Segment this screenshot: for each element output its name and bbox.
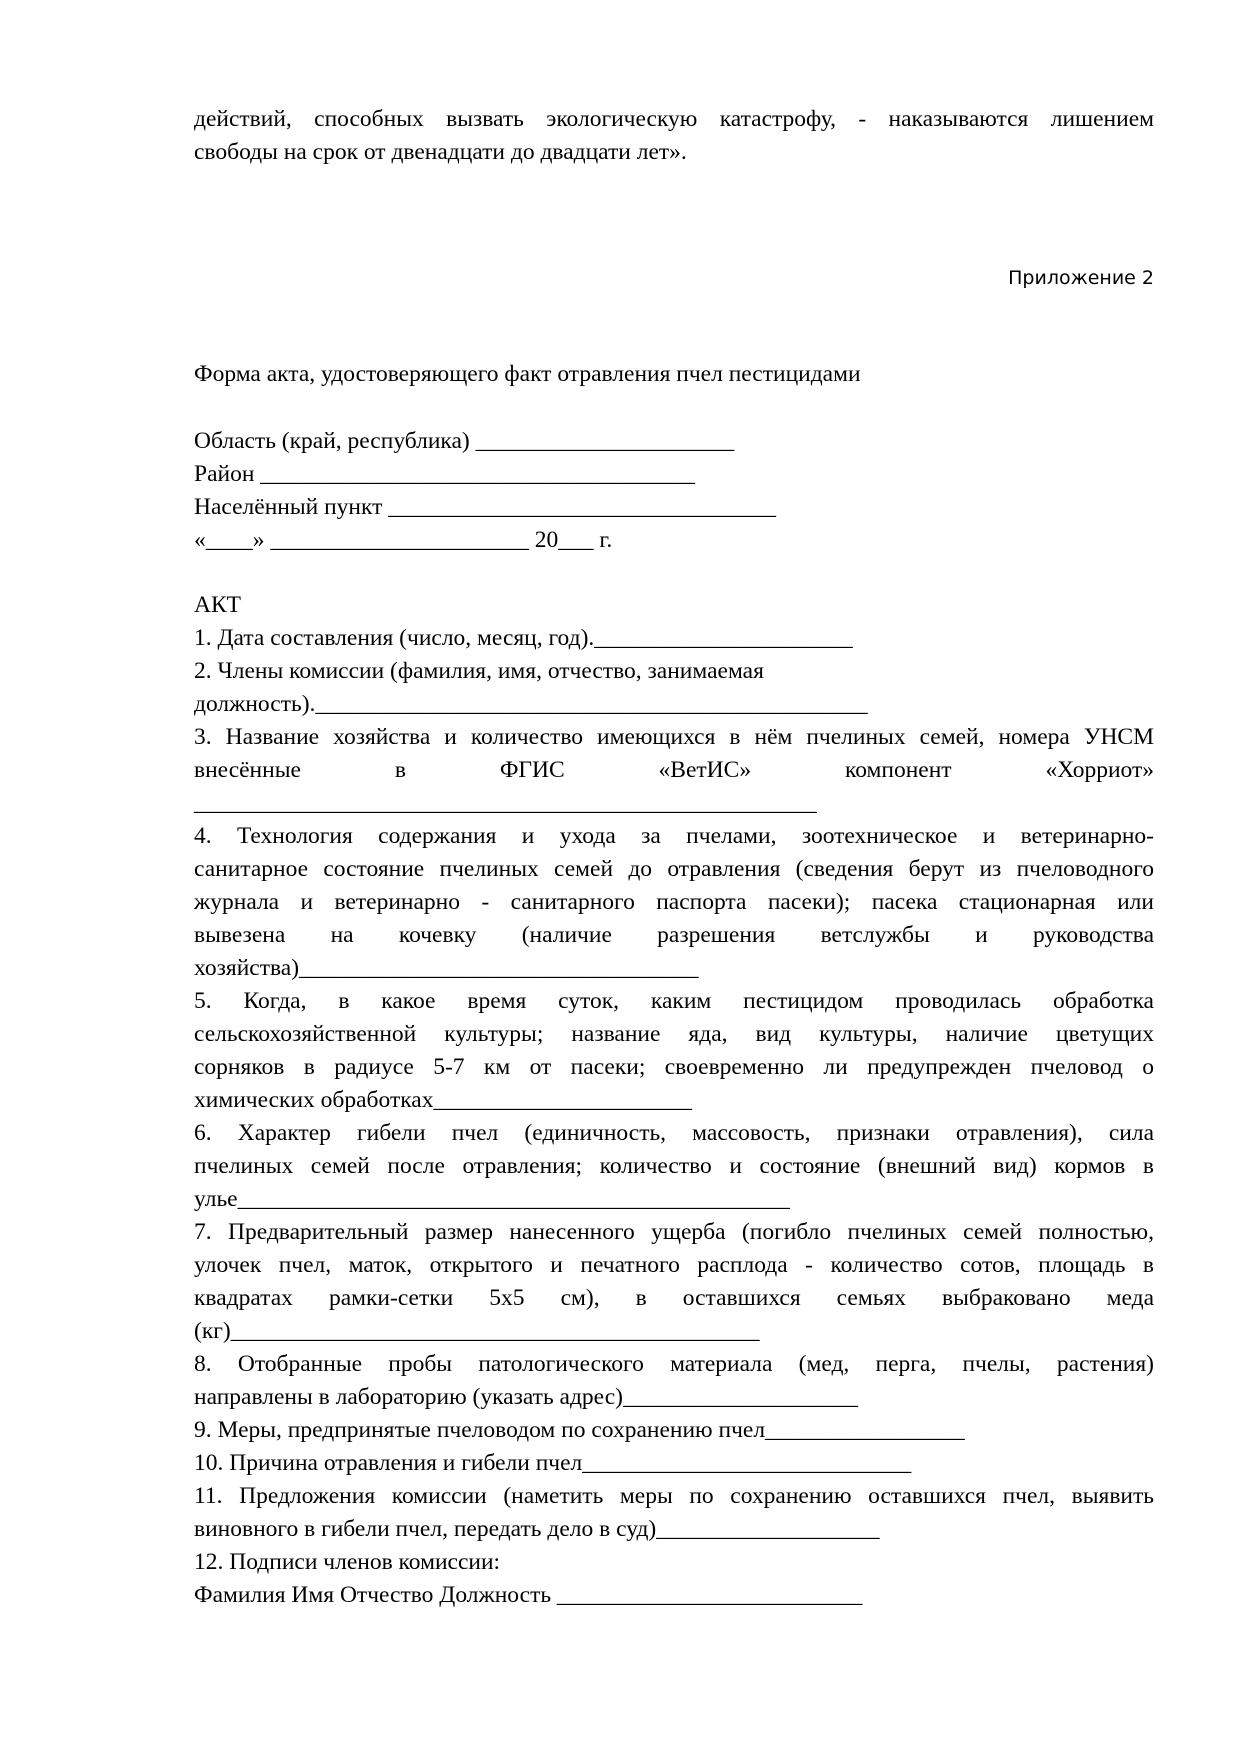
region-field: Область (край, республика) ______________________ [194, 428, 735, 454]
intro-paragraph [194, 103, 1154, 169]
act-item-2-line: должность)._______________________________________________ [194, 691, 868, 717]
appendix-label: Приложение 2 [1008, 267, 1154, 289]
intro-line: свободы на срок от двенадцати до двадцати лет». [194, 139, 687, 165]
act-heading: АКТ [194, 592, 241, 618]
act-item-6-line: улье_______________________________________________ [194, 1186, 790, 1212]
form-title: Форма акта, удостоверяющего факт отравления пчел пестицидами [194, 361, 861, 387]
act-item-7-line: улочек пчел, маток, открытого и печатного расплода - количество сотов, площадь в [194, 1252, 1154, 1278]
act-item-4-line: 4. Технология содержания и ухода за пчелами, зоотехническое и ветеринарно- [194, 823, 1154, 849]
settlement-field: Населённый пункт _________________________________ [194, 494, 777, 520]
intro-line: действий, способных вызвать экологическую катастрофу, - наказываются лишением [194, 106, 1154, 132]
act-item-11-line: 11. Предложения комиссии (наметить меры по сохранению оставшихся пчел, выявить [194, 1483, 1154, 1509]
act-item-5-line: 5. Когда, в какое время суток, каким пестицидом проводилась обработка [194, 988, 1154, 1014]
act-item-4-line: вывезена на кочевку (наличие разрешения ветслужбы и руководства [194, 922, 1154, 948]
act-section [194, 589, 1154, 1612]
act-item-4-line: хозяйства)__________________________________ [194, 955, 699, 981]
signature-line: Фамилия Имя Отчество Должность __________________________ [194, 1582, 863, 1608]
act-item-9: 9. Меры, предпринятые пчеловодом по сохранению пчел_________________ [194, 1417, 965, 1443]
act-item-3-line: _____________________________________________________ [194, 790, 817, 816]
act-item-7-line: квадратах рамки-сетки 5х5 см), в оставшихся семьях выбраковано меда [194, 1285, 1154, 1311]
act-item-5-line: сельскохозяйственной культуры; название яда, вид культуры, наличие цветущих [194, 1021, 1154, 1047]
act-item-6-line: пчелиных семей после отравления; количество и состояние (внешний вид) кормов в [194, 1153, 1154, 1179]
header-fields [194, 425, 1154, 557]
date-field: «____» ______________________ 20___ г. [194, 527, 613, 553]
act-item-7-line: (кг)_____________________________________________ [194, 1318, 760, 1344]
act-item-4-line: санитарное состояние пчелиных семей до отравления (сведения берут из пчеловодного [194, 856, 1154, 882]
act-item-10: 10. Причина отравления и гибели пчел____________________________ [194, 1450, 912, 1476]
act-item-11-line: виновного в гибели пчел, передать дело в суд)___________________ [194, 1516, 880, 1542]
act-item-6-line: 6. Характер гибели пчел (единичность, массовость, признаки отравления), сила [194, 1120, 1154, 1146]
act-item-1: 1. Дата составления (число, месяц, год).______________________ [194, 625, 853, 651]
act-item-2-line: 2. Члены комиссии (фамилия, имя, отчество, занимаемая [194, 658, 764, 684]
act-item-4-line: журнала и ветеринарно - санитарного паспорта пасеки); пасека стационарная или [194, 889, 1154, 915]
act-item-8-line: направлены в лабораторию (указать адрес)____________________ [194, 1384, 858, 1410]
act-item-3-line: 3. Название хозяйства и количество имеющихся в нём пчелиных семей, номера УНСМ [194, 724, 1154, 750]
act-item-5-line: сорняков в радиусе 5-7 км от пасеки; своевременно ли предупрежден пчеловод о [194, 1054, 1154, 1080]
act-item-5-line: химических обработках______________________ [194, 1087, 692, 1113]
act-item-7-line: 7. Предварительный размер нанесенного ущерба (погибло пчелиных семей полностью, [194, 1219, 1154, 1245]
act-item-12: 12. Подписи членов комиссии: [194, 1549, 501, 1575]
act-item-3-line: внесённые в ФГИС «ВетИС» компонент «Хорриот» [194, 757, 1154, 783]
district-field: Район _____________________________________ [194, 461, 696, 487]
act-item-8-line: 8. Отобранные пробы патологического материала (мед, перга, пчелы, растения) [194, 1351, 1154, 1377]
